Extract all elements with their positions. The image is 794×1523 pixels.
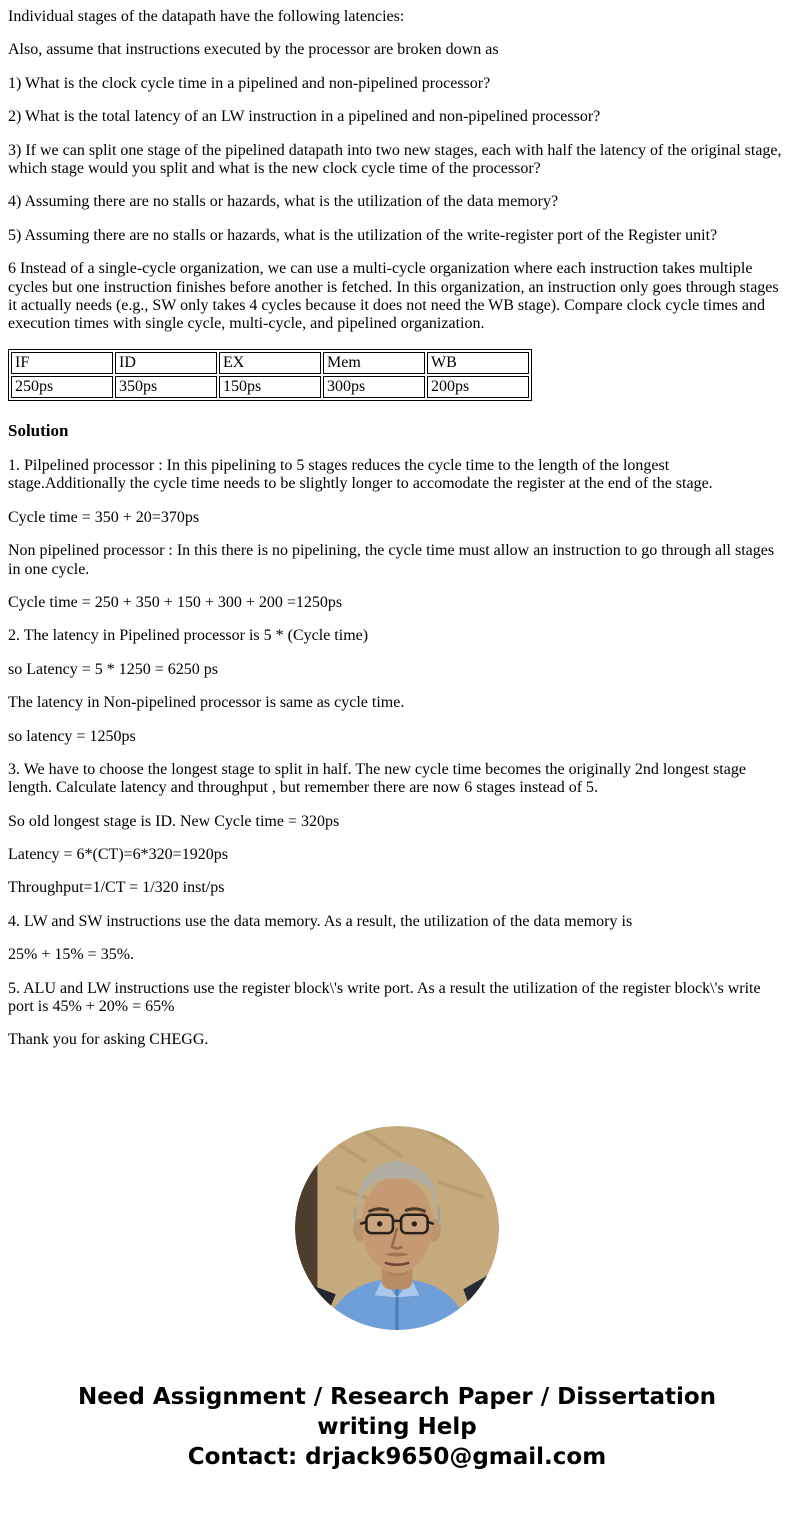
solution-paragraph: Cycle time = 350 + 20=370ps (8, 508, 200, 526)
solution-paragraph: So old longest stage is ID. New Cycle time = 320ps (8, 812, 340, 830)
latency-table-header-cell: IF (11, 352, 113, 374)
solution-paragraph: 25% + 15% = 35%. (8, 946, 135, 964)
latency-table-header-row (11, 352, 529, 374)
question-paragraph: 3) If we can split one stage of the pipelined datapath into two new stages, each with half the latency of the original stage, which stage would you split and what is the new clock cycle time of the processor? (8, 141, 782, 177)
solution-paragraph: Cycle time = 250 + 350 + 150 + 300 + 200 =1250ps (8, 593, 343, 611)
solution-paragraph: 3. We have to choose the longest stage to split in half. The new cycle time becomes the originally 2nd longest stage length. Calculate latency and throughput , but remember there are now 6 stages instead of 5. (8, 760, 746, 797)
latency-table-value-cell: 350ps (115, 376, 217, 398)
latency-table-value-cell: 200ps (427, 376, 529, 398)
tutor-avatar (295, 1126, 499, 1330)
latency-table-value-row (11, 376, 529, 398)
solution-paragraph: so Latency = 5 * 1250 = 6250 ps (8, 660, 219, 678)
question-paragraph: Individual stages of the datapath have the following latencies: (8, 8, 405, 25)
question-paragraph: 5) Assuming there are no stalls or hazards, what is the utilization of the write-register port of the Register unit? (8, 226, 718, 244)
latency-table-header-cell: EX (219, 352, 321, 374)
solution-paragraph: Thank you for asking CHEGG. (8, 1031, 209, 1049)
latency-table-value-cell: 300ps (323, 376, 425, 398)
solution-paragraph: 5. ALU and LW instructions use the register block\'s write port. As a result the utilization of the register block\'s write port is 45% + 20% = 65% (8, 979, 761, 1016)
footer-promo (31, 1383, 763, 1473)
solution-paragraph: 4. LW and SW instructions use the data memory. As a result, the utilization of the data memory is (8, 912, 633, 930)
footer-help-text: Need Assignment / Research Paper / Dissertation writing Help (77, 1384, 717, 1441)
solution-paragraph: so latency = 1250ps (8, 727, 136, 745)
solution-paragraph: 2. The latency in Pipelined processor is 5 * (Cycle time) (8, 627, 369, 645)
latency-table-header-cell: Mem (323, 352, 425, 374)
latency-table-value-cell: 250ps (11, 376, 113, 398)
solution-paragraph: Throughput=1/CT = 1/320 inst/ps (8, 879, 225, 897)
solution-paragraph: 1. Pilpelined processor : In this pipelining to 5 stages reduces the cycle time to the length of the longest stage.Additionally the cycle time needs to be slightly longer to accomodate the register at the end of the stage. (8, 457, 713, 493)
latency-table-value-cell: 150ps (219, 376, 321, 398)
footer-contact-text: Contact: drjack9650@gmail.com (187, 1444, 607, 1470)
question-paragraph: 1) What is the clock cycle time in a pipelined and non-pipelined processor? (8, 74, 491, 92)
question-paragraph: Also, assume that instructions executed by the processor are broken down as (8, 41, 499, 59)
solution-paragraph: Latency = 6*(CT)=6*320=1920ps (8, 846, 228, 864)
question-section (8, 8, 786, 334)
question-paragraph: 2) What is the total latency of an LW instruction in a pipelined and non-pipelined processor? (8, 108, 601, 126)
tutor-avatar-container (8, 1126, 786, 1335)
question-paragraph: 6 Instead of a single-cycle organization, we can use a multi-cycle organization where each instruction takes multiple cycles but one instruction finishes before another is fetched. In this organization, an instruction only goes through stages it actually needs (e.g., SW only takes 4 cycles because it does not need the WB stage). Compare clock cycle times and execution times with single cycle, multi-cycle, and pipelined organization. (8, 260, 779, 333)
solution-heading: Solution (8, 421, 69, 441)
tutor-portrait-illustration (295, 1126, 499, 1330)
latency-table-header-cell: WB (427, 352, 529, 374)
latency-table (8, 349, 532, 402)
solution-paragraph: Non pipelined processor : In this there is no pipelining, the cycle time must allow an instruction to go through all stages in one cycle. (8, 542, 775, 578)
solution-paragraph: The latency in Non-pipelined processor is same as cycle time. (8, 694, 405, 712)
question-paragraph: 4) Assuming there are no stalls or hazards, what is the utilization of the data memory? (8, 193, 559, 211)
solution-section (8, 457, 786, 1050)
latency-table-header-cell: ID (115, 352, 217, 374)
